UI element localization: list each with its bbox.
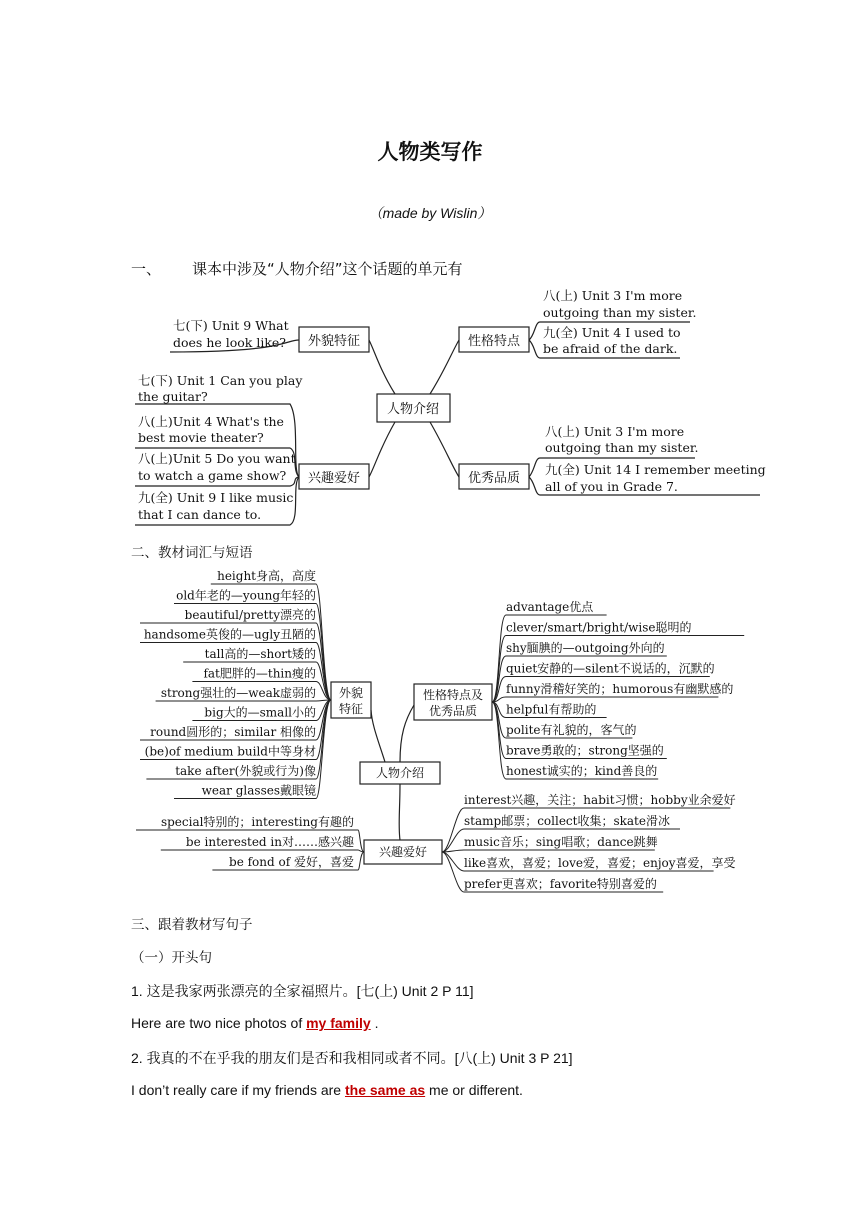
mm1-hobby-item-1a: 七(下) Unit 1 Can you play <box>138 373 303 388</box>
mm1-appearance-item-1b: does he look like? <box>173 335 287 350</box>
sentence-2-answer: the same as <box>344 1082 426 1098</box>
sentence-1-suffix: . <box>370 1015 379 1031</box>
hobby-left-word-3: be fond of 爱好，喜爱 <box>229 855 354 869</box>
mm1-quality-item-2b: all of you in Grade 7. <box>545 479 678 494</box>
mm2-hobby-label: 兴趣爱好 <box>378 845 428 859</box>
page-title: 人物类写作 <box>377 140 483 164</box>
mm1-personality-item-1b: outgoing than my sister. <box>543 305 697 320</box>
section2-heading: 二、教材词汇与短语 <box>131 545 253 561</box>
mm1-quality-item-1a: 八(上) Unit 3 I'm more <box>545 424 685 439</box>
personality-word-3: shy腼腆的—outgoing外向的 <box>506 641 665 655</box>
appearance-word-3: beautiful/pretty漂亮的 <box>184 608 316 622</box>
hobby-right-branch-3 <box>442 850 655 852</box>
sentence-1-answer: my family <box>306 1015 371 1031</box>
appearance-word-11: take after(外貌或行为)像 <box>175 764 316 778</box>
appearance-branch-7 <box>156 700 331 701</box>
mm1-hobby-item-3a: 八(上)Unit 5 Do you want <box>138 451 296 466</box>
sentence-1-chinese: 1. 这是我家两张漂亮的全家福照片。[七(上) Unit 2 P 11] <box>131 983 474 999</box>
mm1-appearance-label: 外貌特征 <box>307 334 361 349</box>
section3-subheading: （一）开头句 <box>131 950 212 966</box>
section1-number: 一、 <box>131 260 162 278</box>
mm1-hobby-item-4a: 九(全) Unit 9 I like music <box>138 490 294 505</box>
appearance-word-4: handsome英俊的—ugly丑陋的 <box>143 627 316 642</box>
appearance-word-7: strong强壮的—weak虚弱的 <box>160 686 316 700</box>
mm1-quality-item-1b: outgoing than my sister. <box>545 440 699 455</box>
personality-word-7: polite有礼貌的，客气的 <box>506 723 637 737</box>
appearance-word-5: tall高的—short矮的 <box>204 647 316 661</box>
mm2-appearance-label-1: 外貌 <box>338 686 364 700</box>
mm1-center-label: 人物介绍 <box>386 402 440 417</box>
sentence-2-english <box>131 1082 523 1098</box>
appearance-word-6: fat肥胖的—thin瘦的 <box>203 666 316 681</box>
personality-word-4: quiet安静的—silent不说话的，沉默的 <box>506 661 715 676</box>
sentence-2-suffix: me or different. <box>425 1082 523 1098</box>
mm1-hobby-item-2a: 八(上)Unit 4 What's the <box>138 414 284 429</box>
mm1-hobby-item-1b: the guitar? <box>138 389 208 404</box>
mm1-hobby-item-3b: to watch a game show? <box>138 468 287 483</box>
mm1-hobby-label: 兴趣爱好 <box>307 471 361 486</box>
hobby-left-word-1: special特别的；interesting有趣的 <box>160 815 354 829</box>
personality-word-1: advantage优点 <box>506 600 594 614</box>
personality-word-9: honest诚实的；kind善良的 <box>506 764 658 778</box>
section3-heading: 三、跟着教材写句子 <box>131 917 253 933</box>
mm2-personality-label-1: 性格特点及 <box>422 688 484 702</box>
sentence-2-prefix: I don’t really care if my friends are <box>131 1082 345 1098</box>
sentence-1-english <box>131 1015 378 1031</box>
appearance-word-8: big大的—small小的 <box>204 705 316 720</box>
personality-branch-5 <box>492 697 718 702</box>
mm2-appearance-label-2: 特征 <box>338 702 364 716</box>
mm2-center-label: 人物介绍 <box>375 766 425 780</box>
mm1-personality-item-2b: be afraid of the dark. <box>543 341 678 356</box>
personality-word-6: helpful有帮助的 <box>506 702 597 717</box>
section1-heading: 课本中涉及“人物介绍”这个话题的单元有 <box>192 260 463 278</box>
appearance-word-12: wear glasses戴眼镜 <box>201 783 316 798</box>
mm2-personality-label-2: 优秀品质 <box>428 704 478 718</box>
personality-word-8: brave勇敢的；strong坚强的 <box>506 743 664 758</box>
appearance-word-2: old年老的—young年轻的 <box>176 588 316 603</box>
personality-word-5: funny滑稽好笑的；humorous有幽默感的 <box>506 682 734 696</box>
sentence-1-prefix: Here are two nice photos of <box>131 1015 307 1031</box>
byline: （made by Wislin） <box>368 205 492 221</box>
mm1-appearance-item-1a: 七(下) Unit 9 What <box>173 318 289 333</box>
mm1-personality-label: 性格特点 <box>467 334 521 349</box>
mm1-quality-item-2a: 九(全) Unit 14 I remember meeting <box>545 462 766 477</box>
appearance-word-9: round圆形的；similar 相像的 <box>150 725 316 739</box>
appearance-word-1: height身高，高度 <box>217 569 316 583</box>
hobby-right-word-5: prefer更喜欢；favorite特别喜爱的 <box>464 877 657 891</box>
sentence-2-chinese: 2. 我真的不在乎我的朋友们是否和我相同或者不同。[八(上) Unit 3 P 21] <box>131 1050 573 1066</box>
mm1-hobby-item-4b: that I can dance to. <box>138 507 262 522</box>
mm1-personality-item-2a: 九(全) Unit 4 I used to <box>543 325 681 340</box>
hobby-left-branch-2 <box>161 850 364 852</box>
appearance-word-10: (be)of medium build中等身材 <box>144 744 316 759</box>
mm1-personality-item-1a: 八(上) Unit 3 I'm more <box>543 288 683 303</box>
hobby-right-word-3: music音乐；sing唱歌；dance跳舞 <box>464 835 658 849</box>
hobby-right-word-2: stamp邮票；collect收集；skate滑冰 <box>464 814 670 828</box>
personality-word-2: clever/smart/bright/wise聪明的 <box>506 620 692 635</box>
hobby-left-word-2: be interested in对……感兴趣 <box>185 835 354 849</box>
hobby-right-word-4: like喜欢，喜爱；love爱，喜爱；enjoy喜爱，享受 <box>464 856 736 870</box>
mm1-quality-label: 优秀品质 <box>467 471 521 486</box>
hobby-right-word-1: interest兴趣，关注；habit习惯；hobby业余爱好 <box>464 793 736 807</box>
mm1-hobby-item-2b: best movie theater? <box>138 430 264 445</box>
